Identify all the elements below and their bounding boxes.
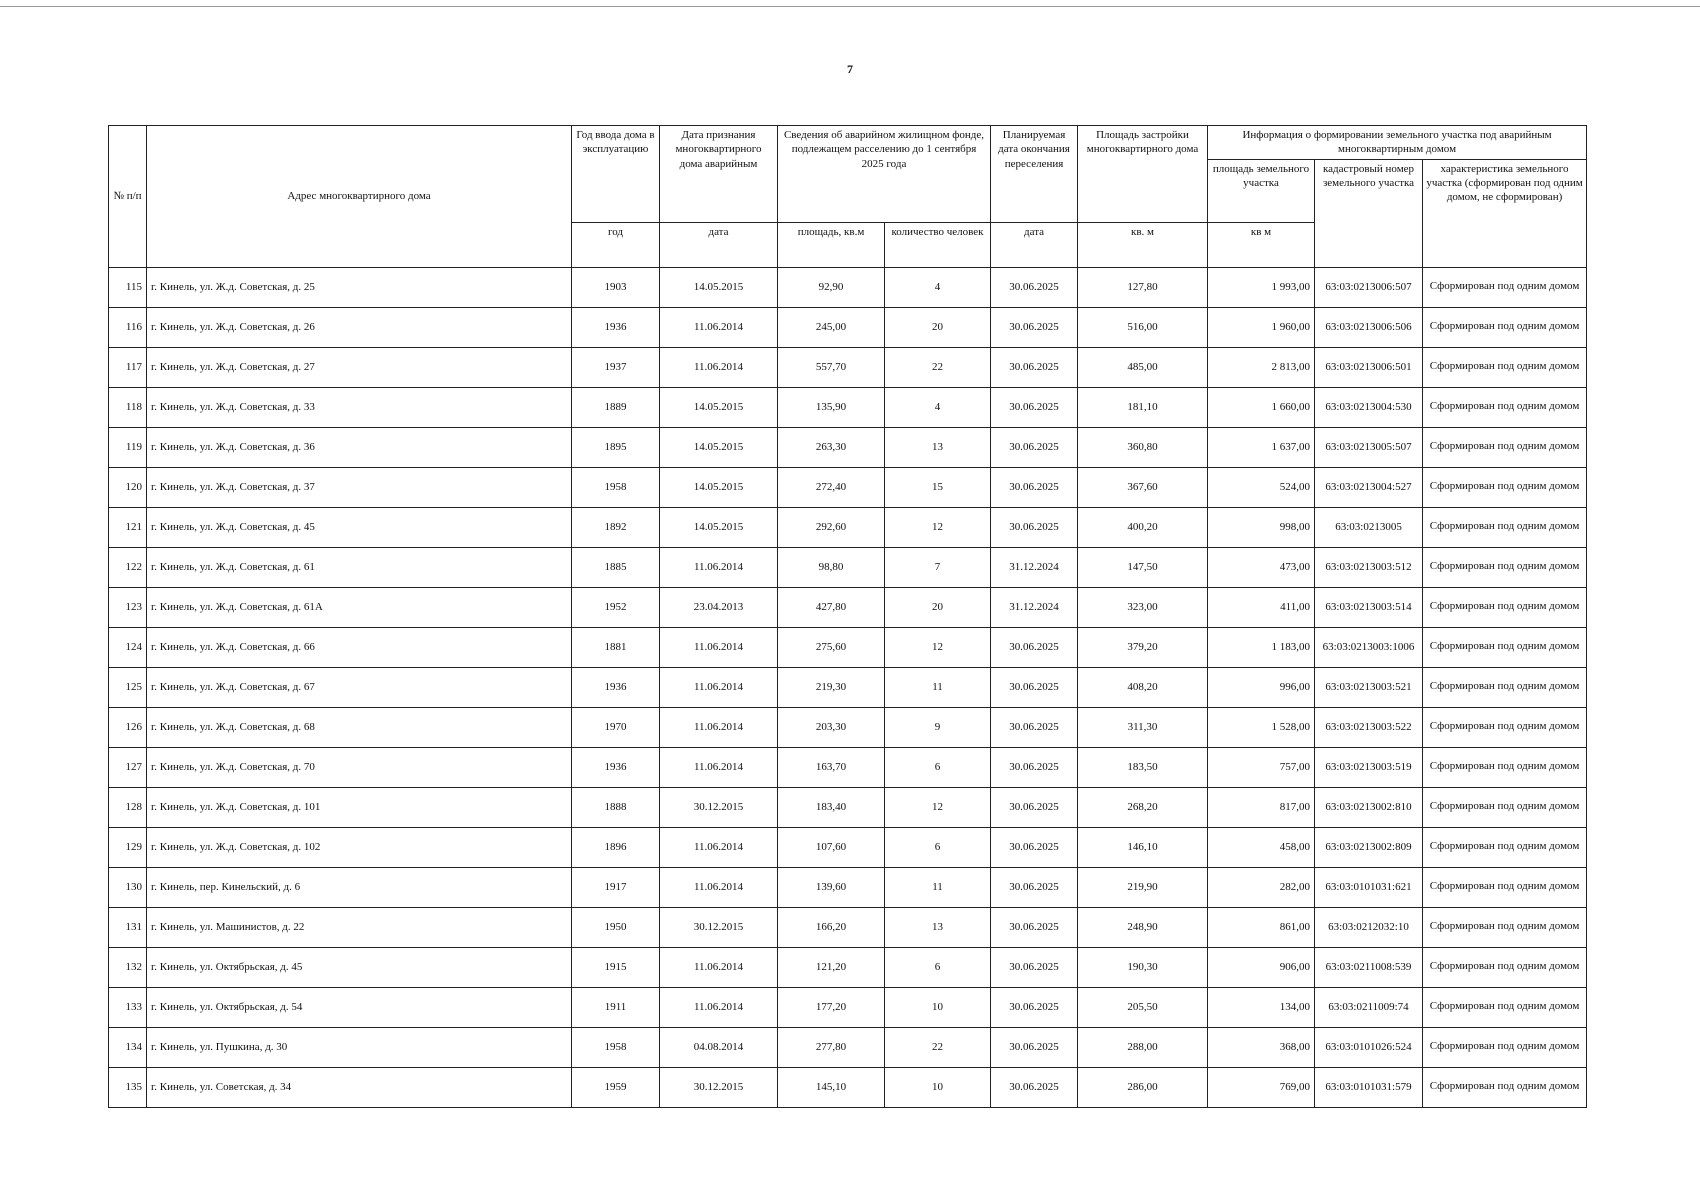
cell-area: 557,70 <box>778 347 885 387</box>
cell-build-area: 400,20 <box>1078 507 1208 547</box>
cell-planned-date: 30.06.2025 <box>991 1067 1078 1107</box>
cell-date-recognized: 11.06.2014 <box>660 347 778 387</box>
cell-num: 117 <box>109 347 147 387</box>
cell-address: г. Кинель, ул. Ж.д. Советская, д. 101 <box>147 787 572 827</box>
cell-area: 272,40 <box>778 467 885 507</box>
cell-cadastral: 63:03:0211008:539 <box>1315 947 1423 987</box>
cell-address: г. Кинель, ул. Ж.д. Советская, д. 27 <box>147 347 572 387</box>
table-row <box>109 667 1587 707</box>
cell-area: 292,60 <box>778 507 885 547</box>
cell-cadastral: 63:03:0213003:522 <box>1315 707 1423 747</box>
cell-num: 130 <box>109 867 147 907</box>
cell-cadastral: 63:03:0211009:74 <box>1315 987 1423 1027</box>
cell-cadastral: 63:03:0213006:506 <box>1315 307 1423 347</box>
cell-people: 20 <box>885 587 991 627</box>
cell-build-area: 485,00 <box>1078 347 1208 387</box>
table-row <box>109 467 1587 507</box>
cell-people: 12 <box>885 627 991 667</box>
cell-address: г. Кинель, ул. Ж.д. Советская, д. 102 <box>147 827 572 867</box>
table-row <box>109 267 1587 307</box>
cell-address: г. Кинель, ул. Октябрьская, д. 45 <box>147 947 572 987</box>
cell-cadastral: 63:03:0213003:512 <box>1315 547 1423 587</box>
cell-num: 133 <box>109 987 147 1027</box>
cell-cadastral: 63:03:0213003:1006 <box>1315 627 1423 667</box>
header-land-char: характеристика земельного участка (сформирован под одним домом, не сформирован) <box>1423 159 1587 267</box>
cell-cadastral: 63:03:0213003:519 <box>1315 747 1423 787</box>
cell-build-area: 147,50 <box>1078 547 1208 587</box>
cell-cadastral: 63:03:0101026:524 <box>1315 1027 1423 1067</box>
table-row <box>109 947 1587 987</box>
cell-land-area: 1 528,00 <box>1208 707 1315 747</box>
cell-date-recognized: 11.06.2014 <box>660 827 778 867</box>
cell-land-area: 524,00 <box>1208 467 1315 507</box>
cell-land-area: 2 813,00 <box>1208 347 1315 387</box>
cell-cadastral: 63:03:0213003:514 <box>1315 587 1423 627</box>
cell-address: г. Кинель, ул. Пушкина, д. 30 <box>147 1027 572 1067</box>
header-address: Адрес многоквартирного дома <box>147 126 572 268</box>
cell-date-recognized: 30.12.2015 <box>660 907 778 947</box>
cell-area: 219,30 <box>778 667 885 707</box>
cell-area: 107,60 <box>778 827 885 867</box>
cell-people: 12 <box>885 507 991 547</box>
cell-area: 98,80 <box>778 547 885 587</box>
cell-land-area: 368,00 <box>1208 1027 1315 1067</box>
cell-cadastral: 63:03:0213005:507 <box>1315 427 1423 467</box>
cell-planned-date: 30.06.2025 <box>991 707 1078 747</box>
cell-address: г. Кинель, ул. Ж.д. Советская, д. 67 <box>147 667 572 707</box>
cell-people: 4 <box>885 267 991 307</box>
cell-num: 123 <box>109 587 147 627</box>
cell-build-area: 288,00 <box>1078 1027 1208 1067</box>
header-build-area: Площадь застройки многоквартирного дома <box>1078 126 1208 223</box>
cell-year: 1892 <box>572 507 660 547</box>
cell-build-area: 181,10 <box>1078 387 1208 427</box>
cell-address: г. Кинель, ул. Ж.д. Советская, д. 36 <box>147 427 572 467</box>
cell-area: 203,30 <box>778 707 885 747</box>
table-body <box>109 267 1587 1107</box>
cell-planned-date: 30.06.2025 <box>991 787 1078 827</box>
cell-num: 126 <box>109 707 147 747</box>
cell-cadastral: 63:03:0101031:579 <box>1315 1067 1423 1107</box>
cell-area: 163,70 <box>778 747 885 787</box>
cell-people: 4 <box>885 387 991 427</box>
cell-date-recognized: 14.05.2015 <box>660 387 778 427</box>
cell-area: 177,20 <box>778 987 885 1027</box>
cell-land-char: Сформирован под одним домом <box>1423 707 1587 747</box>
cell-area: 92,90 <box>778 267 885 307</box>
cell-land-area: 906,00 <box>1208 947 1315 987</box>
cell-num: 124 <box>109 627 147 667</box>
cell-num: 119 <box>109 427 147 467</box>
cell-land-char: Сформирован под одним домом <box>1423 267 1587 307</box>
cell-cadastral: 63:03:0101031:621 <box>1315 867 1423 907</box>
page-number: 7 <box>847 62 853 76</box>
cell-date-recognized: 11.06.2014 <box>660 747 778 787</box>
table-row <box>109 827 1587 867</box>
cell-year: 1952 <box>572 587 660 627</box>
header-cadastral: кадастровый номер земельного участка <box>1315 159 1423 267</box>
cell-build-area: 268,20 <box>1078 787 1208 827</box>
cell-land-char: Сформирован под одним домом <box>1423 987 1587 1027</box>
cell-num: 128 <box>109 787 147 827</box>
cell-date-recognized: 14.05.2015 <box>660 467 778 507</box>
cell-people: 6 <box>885 947 991 987</box>
header-num: № п/п <box>109 126 147 268</box>
cell-address: г. Кинель, ул. Ж.д. Советская, д. 61 <box>147 547 572 587</box>
page-top-edge <box>0 6 1700 7</box>
cell-date-recognized: 11.06.2014 <box>660 667 778 707</box>
cell-num: 121 <box>109 507 147 547</box>
cell-land-char: Сформирован под одним домом <box>1423 867 1587 907</box>
cell-year: 1889 <box>572 387 660 427</box>
table-row <box>109 987 1587 1027</box>
cell-cadastral: 63:03:0213002:809 <box>1315 827 1423 867</box>
cell-people: 22 <box>885 1027 991 1067</box>
cell-build-area: 360,80 <box>1078 427 1208 467</box>
cell-area: 277,80 <box>778 1027 885 1067</box>
cell-land-area: 817,00 <box>1208 787 1315 827</box>
header-planned-date: Планируемая дата окончания переселения <box>991 126 1078 223</box>
cell-planned-date: 30.06.2025 <box>991 827 1078 867</box>
cell-people: 6 <box>885 747 991 787</box>
cell-build-area: 183,50 <box>1078 747 1208 787</box>
cell-build-area: 248,90 <box>1078 907 1208 947</box>
cell-date-recognized: 04.08.2014 <box>660 1027 778 1067</box>
cell-land-area: 411,00 <box>1208 587 1315 627</box>
cell-address: г. Кинель, ул. Ж.д. Советская, д. 25 <box>147 267 572 307</box>
cell-year: 1917 <box>572 867 660 907</box>
cell-date-recognized: 14.05.2015 <box>660 267 778 307</box>
table-row <box>109 747 1587 787</box>
cell-cadastral: 63:03:0213005 <box>1315 507 1423 547</box>
cell-year: 1958 <box>572 1027 660 1067</box>
cell-planned-date: 30.06.2025 <box>991 427 1078 467</box>
cell-land-char: Сформирован под одним домом <box>1423 427 1587 467</box>
cell-build-area: 323,00 <box>1078 587 1208 627</box>
cell-cadastral: 63:03:0213004:527 <box>1315 467 1423 507</box>
table-row <box>109 1067 1587 1107</box>
cell-date-recognized: 23.04.2013 <box>660 587 778 627</box>
cell-area: 263,30 <box>778 427 885 467</box>
cell-land-area: 996,00 <box>1208 667 1315 707</box>
cell-land-area: 282,00 <box>1208 867 1315 907</box>
cell-address: г. Кинель, пер. Кинельский, д. 6 <box>147 867 572 907</box>
cell-land-char: Сформирован под одним домом <box>1423 307 1587 347</box>
cell-land-area: 1 183,00 <box>1208 627 1315 667</box>
cell-num: 135 <box>109 1067 147 1107</box>
cell-land-area: 458,00 <box>1208 827 1315 867</box>
table-row <box>109 507 1587 547</box>
cell-people: 10 <box>885 1067 991 1107</box>
cell-address: г. Кинель, ул. Ж.д. Советская, д. 61А <box>147 587 572 627</box>
cell-land-area: 1 660,00 <box>1208 387 1315 427</box>
unit-area: площадь, кв.м <box>778 222 885 267</box>
cell-planned-date: 30.06.2025 <box>991 347 1078 387</box>
cell-build-area: 367,60 <box>1078 467 1208 507</box>
cell-num: 125 <box>109 667 147 707</box>
cell-build-area: 516,00 <box>1078 307 1208 347</box>
unit-date: дата <box>660 222 778 267</box>
table-row <box>109 307 1587 347</box>
cell-build-area: 190,30 <box>1078 947 1208 987</box>
cell-land-char: Сформирован под одним домом <box>1423 387 1587 427</box>
cell-planned-date: 31.12.2024 <box>991 587 1078 627</box>
table-row <box>109 387 1587 427</box>
cell-cadastral: 63:03:0213006:501 <box>1315 347 1423 387</box>
cell-area: 245,00 <box>778 307 885 347</box>
cell-year: 1937 <box>572 347 660 387</box>
table-row <box>109 907 1587 947</box>
cell-num: 115 <box>109 267 147 307</box>
cell-planned-date: 31.12.2024 <box>991 547 1078 587</box>
cell-num: 129 <box>109 827 147 867</box>
cell-people: 11 <box>885 867 991 907</box>
header-land-area: площадь земельного участка <box>1208 159 1315 222</box>
cell-land-char: Сформирован под одним домом <box>1423 787 1587 827</box>
unit-people: количество человек <box>885 222 991 267</box>
cell-num: 118 <box>109 387 147 427</box>
header-date-recognized: Дата признания многоквартирного дома аварийным <box>660 126 778 223</box>
cell-land-char: Сформирован под одним домом <box>1423 547 1587 587</box>
cell-build-area: 205,50 <box>1078 987 1208 1027</box>
cell-num: 122 <box>109 547 147 587</box>
cell-cadastral: 63:03:0213003:521 <box>1315 667 1423 707</box>
cell-date-recognized: 11.06.2014 <box>660 547 778 587</box>
cell-people: 22 <box>885 347 991 387</box>
cell-land-area: 473,00 <box>1208 547 1315 587</box>
cell-build-area: 146,10 <box>1078 827 1208 867</box>
cell-date-recognized: 11.06.2014 <box>660 707 778 747</box>
cell-planned-date: 30.06.2025 <box>991 467 1078 507</box>
cell-people: 15 <box>885 467 991 507</box>
cell-build-area: 379,20 <box>1078 627 1208 667</box>
cell-cadastral: 63:03:0213002:810 <box>1315 787 1423 827</box>
cell-people: 12 <box>885 787 991 827</box>
header-emergency-info: Сведения об аварийном жилищном фонде, подлежащем расселению до 1 сентября 2025 года <box>778 126 991 223</box>
table-row <box>109 587 1587 627</box>
cell-area: 145,10 <box>778 1067 885 1107</box>
cell-land-area: 998,00 <box>1208 507 1315 547</box>
cell-year: 1881 <box>572 627 660 667</box>
cell-land-char: Сформирован под одним домом <box>1423 947 1587 987</box>
cell-land-area: 861,00 <box>1208 907 1315 947</box>
cell-address: г. Кинель, ул. Ж.д. Советская, д. 68 <box>147 707 572 747</box>
cell-date-recognized: 11.06.2014 <box>660 627 778 667</box>
cell-area: 139,60 <box>778 867 885 907</box>
cell-land-char: Сформирован под одним домом <box>1423 1027 1587 1067</box>
cell-cadastral: 63:03:0213006:507 <box>1315 267 1423 307</box>
cell-people: 13 <box>885 907 991 947</box>
cell-year: 1915 <box>572 947 660 987</box>
cell-year: 1936 <box>572 667 660 707</box>
cell-planned-date: 30.06.2025 <box>991 507 1078 547</box>
cell-planned-date: 30.06.2025 <box>991 387 1078 427</box>
table-row <box>109 427 1587 467</box>
unit-land: кв м <box>1208 222 1315 267</box>
table-header <box>109 126 1587 268</box>
cell-date-recognized: 11.06.2014 <box>660 307 778 347</box>
cell-planned-date: 30.06.2025 <box>991 267 1078 307</box>
cell-year: 1958 <box>572 467 660 507</box>
cell-address: г. Кинель, ул. Машинистов, д. 22 <box>147 907 572 947</box>
cell-num: 120 <box>109 467 147 507</box>
cell-planned-date: 30.06.2025 <box>991 947 1078 987</box>
table-row <box>109 347 1587 387</box>
cell-cadastral: 63:03:0212032:10 <box>1315 907 1423 947</box>
cell-planned-date: 30.06.2025 <box>991 1027 1078 1067</box>
cell-land-area: 769,00 <box>1208 1067 1315 1107</box>
cell-people: 6 <box>885 827 991 867</box>
cell-area: 135,90 <box>778 387 885 427</box>
cell-year: 1936 <box>572 307 660 347</box>
cell-planned-date: 30.06.2025 <box>991 307 1078 347</box>
cell-year: 1950 <box>572 907 660 947</box>
cell-address: г. Кинель, ул. Ж.д. Советская, д. 45 <box>147 507 572 547</box>
cell-people: 9 <box>885 707 991 747</box>
cell-build-area: 219,90 <box>1078 867 1208 907</box>
cell-people: 13 <box>885 427 991 467</box>
cell-land-area: 1 637,00 <box>1208 427 1315 467</box>
table-row <box>109 547 1587 587</box>
cell-num: 134 <box>109 1027 147 1067</box>
cell-area: 121,20 <box>778 947 885 987</box>
cell-address: г. Кинель, ул. Ж.д. Советская, д. 66 <box>147 627 572 667</box>
cell-year: 1970 <box>572 707 660 747</box>
cell-date-recognized: 30.12.2015 <box>660 1067 778 1107</box>
cell-address: г. Кинель, ул. Ж.д. Советская, д. 70 <box>147 747 572 787</box>
cell-land-area: 134,00 <box>1208 987 1315 1027</box>
cell-area: 275,60 <box>778 627 885 667</box>
cell-year: 1895 <box>572 427 660 467</box>
cell-date-recognized: 30.12.2015 <box>660 787 778 827</box>
header-land-info: Информация о формировании земельного участка под аварийным многоквартирным домом <box>1208 126 1587 160</box>
cell-land-char: Сформирован под одним домом <box>1423 587 1587 627</box>
cell-people: 11 <box>885 667 991 707</box>
cell-area: 427,80 <box>778 587 885 627</box>
cell-land-char: Сформирован под одним домом <box>1423 827 1587 867</box>
cell-address: г. Кинель, ул. Октябрьская, д. 54 <box>147 987 572 1027</box>
unit-build: кв. м <box>1078 222 1208 267</box>
table-row <box>109 1027 1587 1067</box>
header-year: Год ввода дома в эксплуатацию <box>572 126 660 223</box>
cell-land-char: Сформирован под одним домом <box>1423 747 1587 787</box>
cell-people: 7 <box>885 547 991 587</box>
cell-land-char: Сформирован под одним домом <box>1423 347 1587 387</box>
cell-build-area: 311,30 <box>1078 707 1208 747</box>
cell-address: г. Кинель, ул. Ж.д. Советская, д. 33 <box>147 387 572 427</box>
cell-land-char: Сформирован под одним домом <box>1423 667 1587 707</box>
cell-year: 1903 <box>572 267 660 307</box>
cell-date-recognized: 14.05.2015 <box>660 427 778 467</box>
cell-land-char: Сформирован под одним домом <box>1423 1067 1587 1107</box>
cell-cadastral: 63:03:0213004:530 <box>1315 387 1423 427</box>
unit-planned: дата <box>991 222 1078 267</box>
cell-date-recognized: 14.05.2015 <box>660 507 778 547</box>
cell-num: 127 <box>109 747 147 787</box>
emergency-housing-table <box>108 125 1587 1108</box>
cell-build-area: 408,20 <box>1078 667 1208 707</box>
table-row <box>109 867 1587 907</box>
cell-year: 1911 <box>572 987 660 1027</box>
cell-address: г. Кинель, ул. Советская, д. 34 <box>147 1067 572 1107</box>
cell-date-recognized: 11.06.2014 <box>660 867 778 907</box>
cell-planned-date: 30.06.2025 <box>991 987 1078 1027</box>
cell-planned-date: 30.06.2025 <box>991 907 1078 947</box>
cell-year: 1936 <box>572 747 660 787</box>
table-row <box>109 707 1587 747</box>
cell-land-char: Сформирован под одним домом <box>1423 507 1587 547</box>
cell-land-area: 1 960,00 <box>1208 307 1315 347</box>
cell-num: 131 <box>109 907 147 947</box>
cell-date-recognized: 11.06.2014 <box>660 987 778 1027</box>
cell-planned-date: 30.06.2025 <box>991 747 1078 787</box>
table-row <box>109 627 1587 667</box>
cell-land-char: Сформирован под одним домом <box>1423 627 1587 667</box>
cell-planned-date: 30.06.2025 <box>991 627 1078 667</box>
cell-build-area: 286,00 <box>1078 1067 1208 1107</box>
cell-planned-date: 30.06.2025 <box>991 667 1078 707</box>
cell-land-char: Сформирован под одним домом <box>1423 467 1587 507</box>
cell-people: 20 <box>885 307 991 347</box>
cell-area: 183,40 <box>778 787 885 827</box>
cell-num: 116 <box>109 307 147 347</box>
table-row <box>109 787 1587 827</box>
unit-year: год <box>572 222 660 267</box>
cell-address: г. Кинель, ул. Ж.д. Советская, д. 37 <box>147 467 572 507</box>
cell-land-area: 757,00 <box>1208 747 1315 787</box>
cell-year: 1885 <box>572 547 660 587</box>
cell-year: 1888 <box>572 787 660 827</box>
cell-year: 1896 <box>572 827 660 867</box>
cell-date-recognized: 11.06.2014 <box>660 947 778 987</box>
cell-planned-date: 30.06.2025 <box>991 867 1078 907</box>
cell-area: 166,20 <box>778 907 885 947</box>
cell-year: 1959 <box>572 1067 660 1107</box>
cell-num: 132 <box>109 947 147 987</box>
cell-build-area: 127,80 <box>1078 267 1208 307</box>
cell-people: 10 <box>885 987 991 1027</box>
cell-land-char: Сформирован под одним домом <box>1423 907 1587 947</box>
cell-land-area: 1 993,00 <box>1208 267 1315 307</box>
cell-address: г. Кинель, ул. Ж.д. Советская, д. 26 <box>147 307 572 347</box>
